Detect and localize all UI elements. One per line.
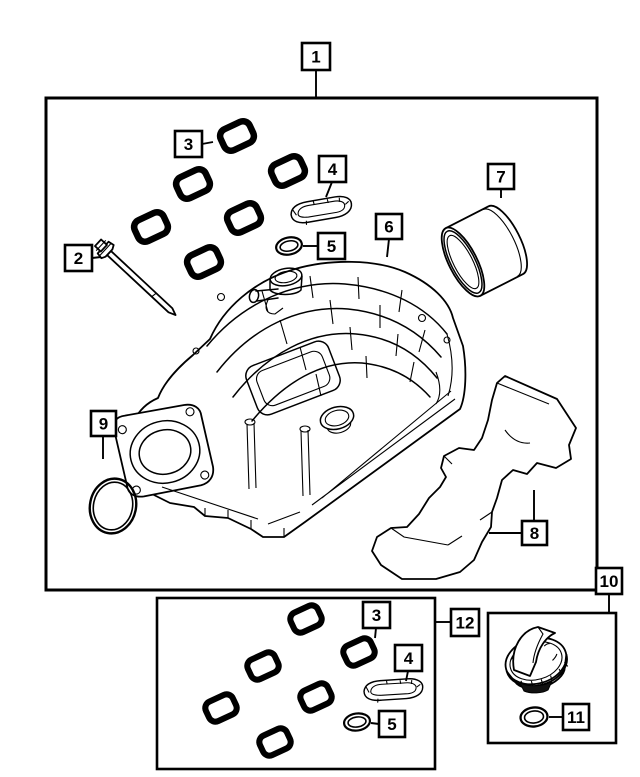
runner-port-gasket-6 — [185, 245, 224, 279]
mounting-stud — [92, 236, 182, 321]
callout-12 — [451, 609, 479, 636]
callout-8-number: 8 — [529, 524, 540, 543]
small-o-ring-upper — [275, 235, 304, 257]
kit-port-gasket-6 — [257, 726, 293, 758]
callout-4-kit — [395, 645, 422, 671]
callout-3-kit — [363, 602, 390, 628]
pcv-gasket-kit — [363, 673, 425, 705]
callout-1 — [302, 43, 330, 70]
callout-6-number: 6 — [384, 217, 394, 237]
callout-11 — [563, 704, 589, 730]
callout-2 — [65, 245, 92, 271]
callout-1-number: 1 — [311, 47, 321, 67]
callout-9 — [91, 411, 116, 436]
callout-6 — [376, 214, 402, 239]
oil-filler-cap — [500, 627, 573, 695]
callout-10-number: 10 — [599, 572, 619, 591]
callout-7-number: 7 — [496, 167, 506, 187]
runner-port-gasket-1 — [218, 119, 257, 153]
runner-port-gasket-5 — [132, 210, 171, 244]
callout-7 — [488, 164, 514, 189]
callout-3-main-number: 3 — [183, 135, 194, 154]
callout-9-number: 9 — [98, 414, 109, 434]
callout-2-number: 2 — [73, 249, 84, 268]
pcv-gasket-upper — [289, 190, 354, 229]
callout-3-kit-number: 3 — [371, 606, 382, 625]
kit-port-gasket-5 — [203, 692, 239, 724]
callout-5-kit-number: 5 — [387, 715, 397, 734]
callout-11-number: 11 — [567, 708, 585, 727]
callout-8 — [522, 521, 547, 545]
callout-5-main-number: 5 — [326, 237, 337, 256]
kit-port-gasket-3 — [245, 650, 281, 682]
kit-port-gasket-4 — [298, 681, 334, 713]
callout-5-main — [318, 233, 345, 259]
kit-port-gasket-1 — [288, 603, 324, 635]
callout-10 — [596, 568, 622, 594]
runner-port-gasket-4 — [225, 201, 264, 235]
runner-port-gasket-2 — [269, 154, 308, 188]
kit-port-gasket-2 — [341, 636, 377, 668]
air-inlet-sleeve — [433, 200, 535, 302]
callout-5-kit — [379, 711, 405, 737]
callout-12-number: 12 — [455, 613, 475, 633]
oil-cap-o-ring — [520, 706, 549, 728]
callout-4-main — [319, 156, 346, 182]
callout-3-main — [175, 131, 202, 157]
runner-port-gasket-3 — [174, 167, 213, 201]
callout-4-main-number: 4 — [327, 160, 338, 179]
callout-4-kit-number: 4 — [403, 649, 414, 668]
small-o-ring-kit — [343, 712, 371, 732]
